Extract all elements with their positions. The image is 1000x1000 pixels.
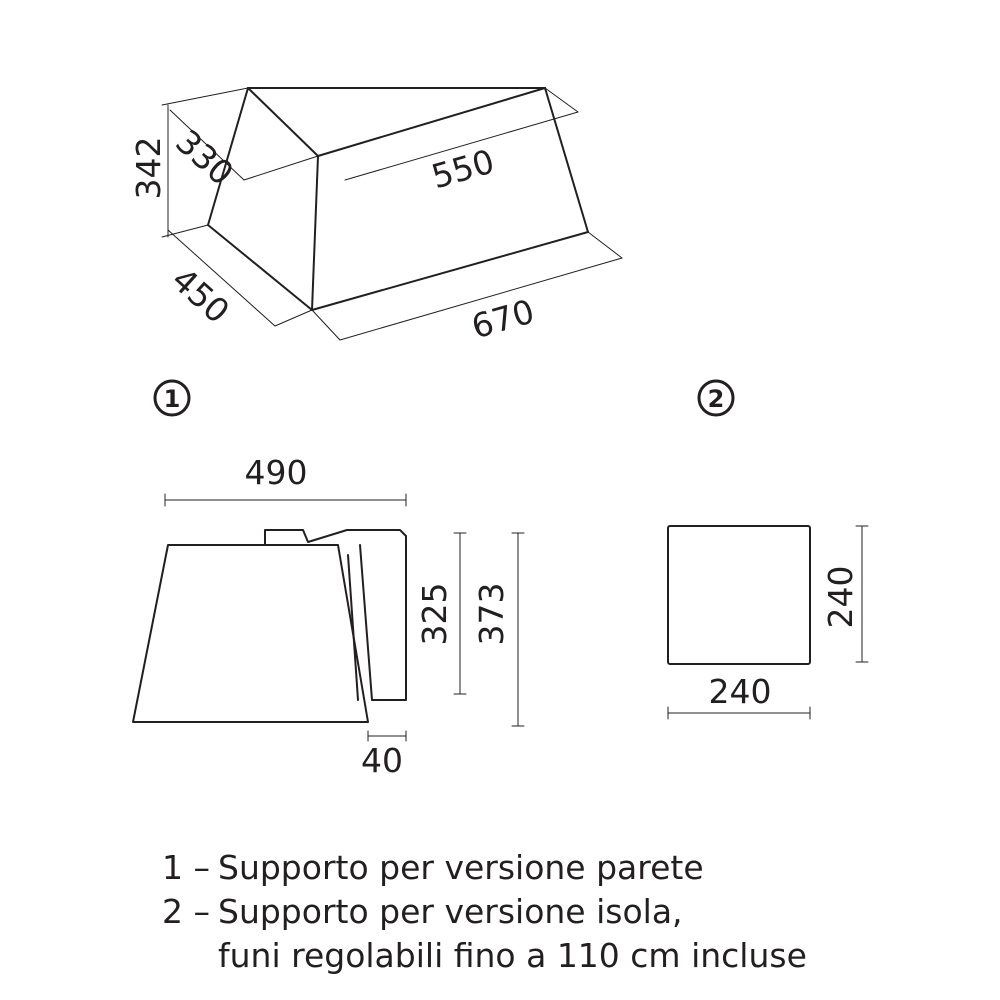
legend-item-2-continued <box>140 934 807 978</box>
label-450: 450 <box>164 259 238 332</box>
badge-1-label: 1 <box>163 385 181 413</box>
wall-bracket <box>265 530 406 700</box>
label-240-vertical: 240 <box>821 565 860 629</box>
ext-line-342-top <box>162 88 248 105</box>
ext-line-670-left <box>312 310 340 340</box>
label-240-horizontal: 240 <box>708 672 772 711</box>
hood-top-front-edges <box>248 88 545 156</box>
legend-item-2 <box>140 890 807 934</box>
label-550: 550 <box>427 141 499 197</box>
island-plate <box>668 526 810 664</box>
hood-left-face <box>208 88 318 310</box>
ext-line-450 <box>275 310 312 326</box>
label-40: 40 <box>361 741 403 780</box>
legend <box>140 846 807 978</box>
label-490: 490 <box>244 453 308 492</box>
badge-2-label: 2 <box>707 385 725 413</box>
wall-version-view <box>133 530 406 722</box>
label-373: 373 <box>472 582 511 646</box>
legend-item-2-text: Supporto per versione isola, <box>218 892 683 931</box>
legend-item-1-number: 1 – <box>162 848 210 887</box>
wall-hood-body <box>133 545 368 722</box>
ext-line-550 <box>545 88 578 112</box>
label-330: 330 <box>168 121 242 194</box>
label-670: 670 <box>467 291 539 347</box>
legend-item-2-continued-number <box>140 934 218 978</box>
ext-line-330 <box>244 156 318 180</box>
legend-item-2-continued-text: funi regolabili fino a 110 cm incluse <box>218 936 807 975</box>
legend-item-2-number: 2 – <box>162 892 210 931</box>
label-342: 342 <box>129 136 168 200</box>
legend-item-1-text: Supporto per versione parete <box>218 848 704 887</box>
label-325: 325 <box>415 582 454 646</box>
legend-item-1 <box>140 846 807 890</box>
ext-line-670-right <box>588 232 622 258</box>
hood-isometric <box>208 88 588 310</box>
wall-bracket-inner-line <box>348 555 358 700</box>
